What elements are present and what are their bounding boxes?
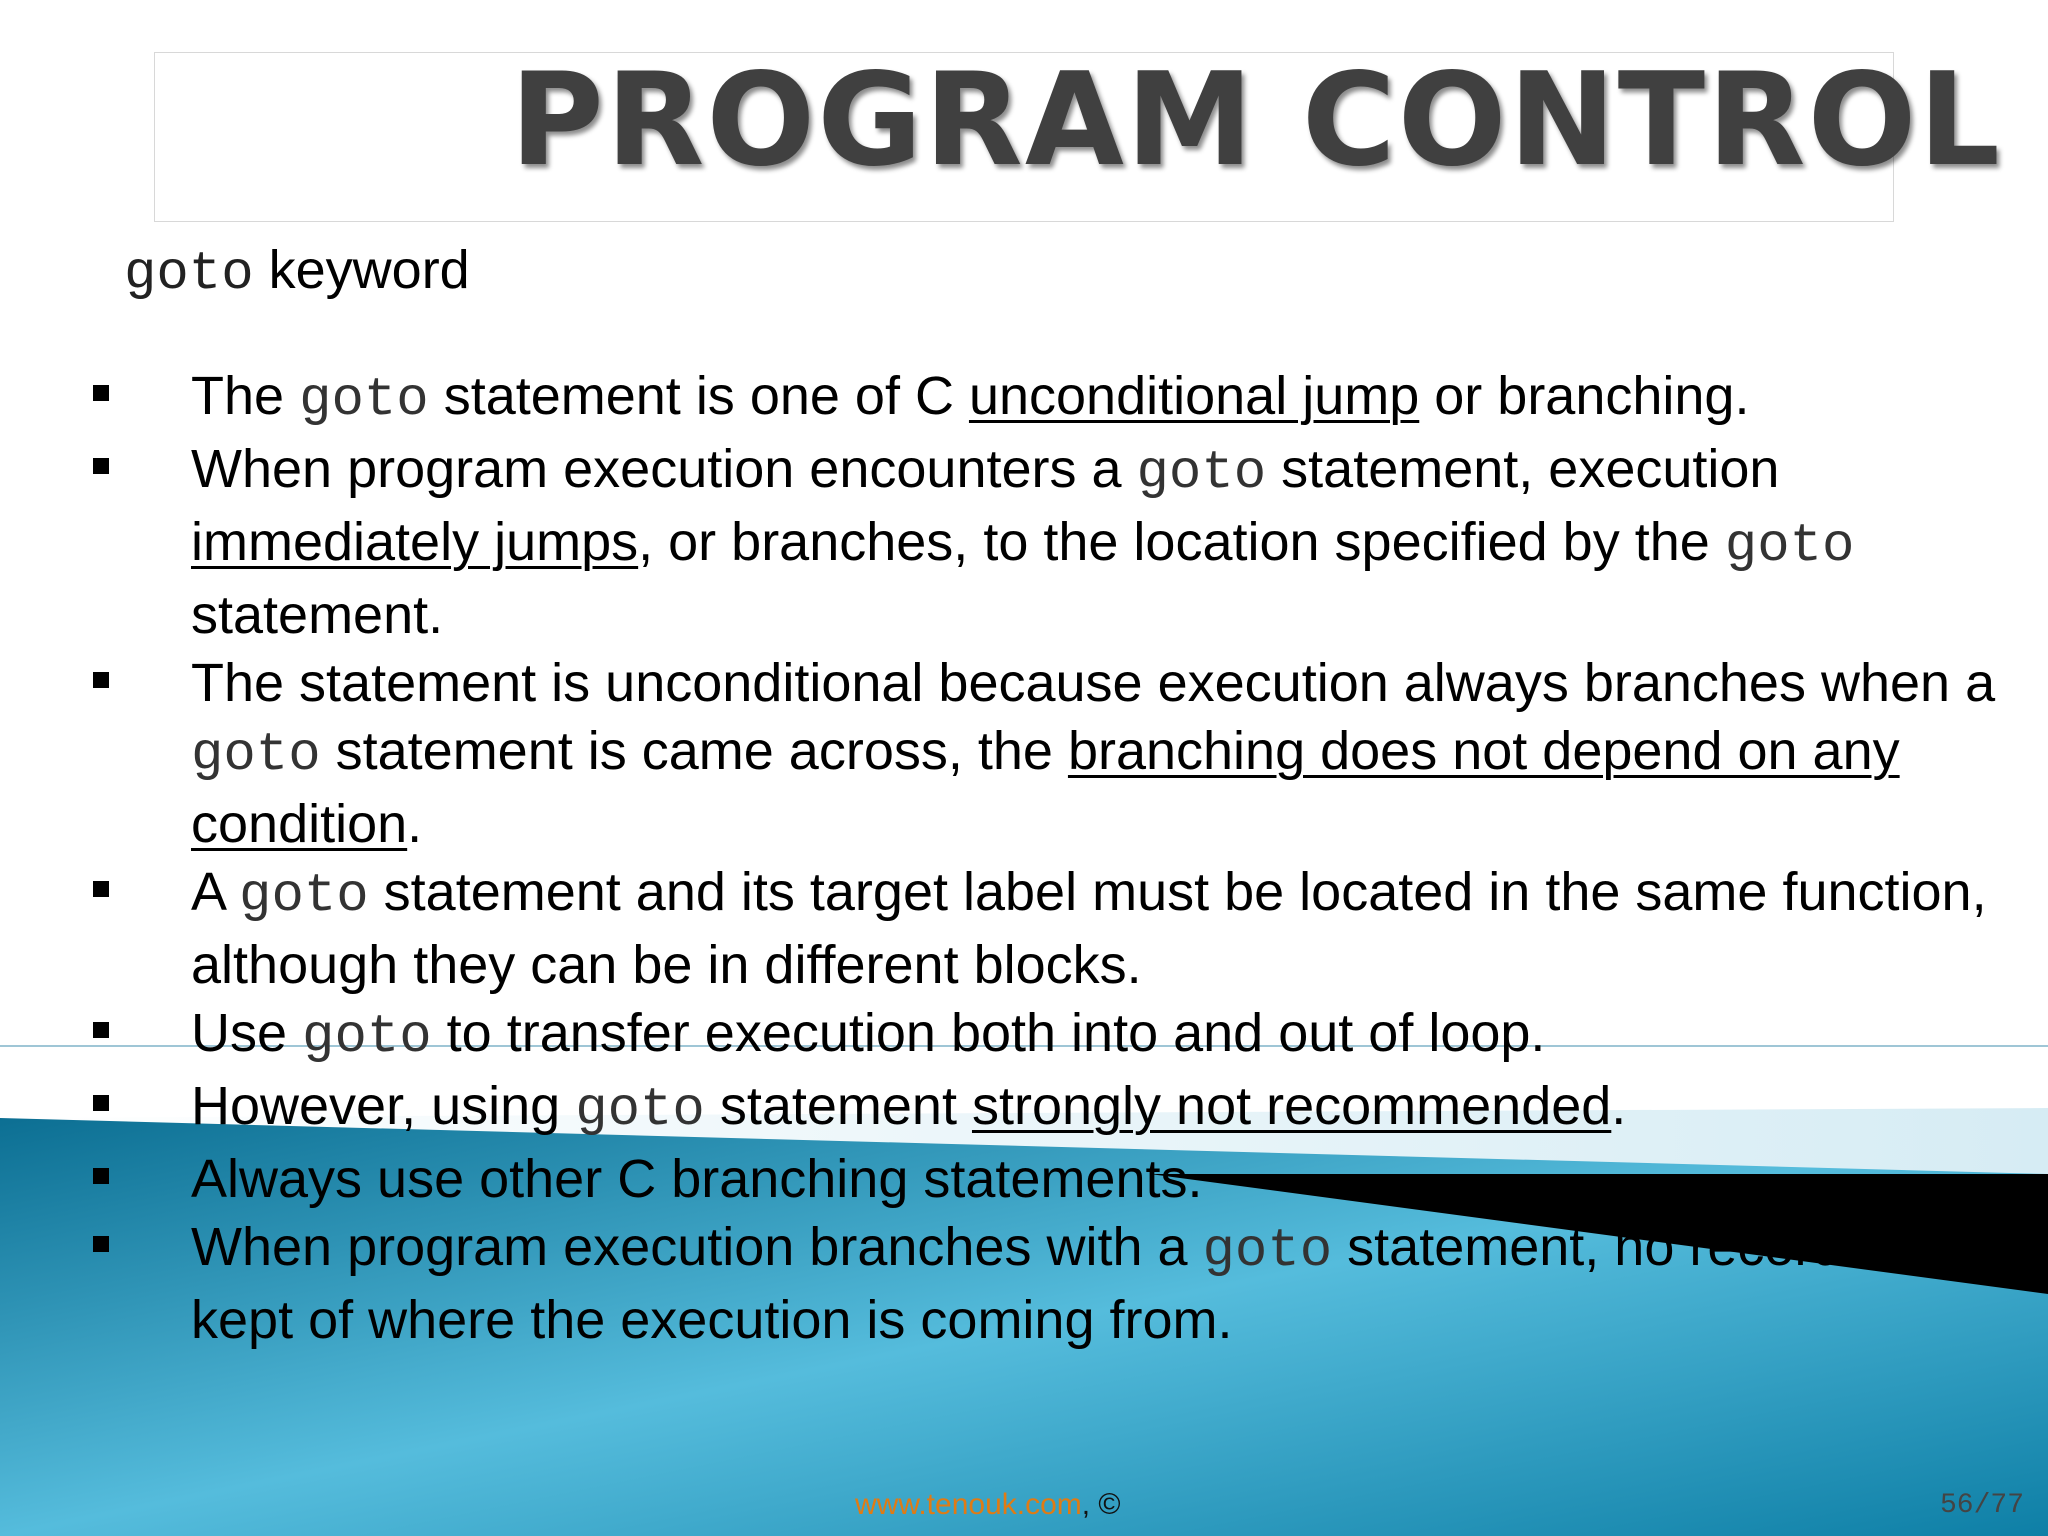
bullet-item: [0, 1145, 2000, 1213]
bullet-item: [0, 1213, 2000, 1354]
footer-site-link[interactable]: www.tenouk.com: [855, 1488, 1082, 1521]
bullet-text: statement is came across, the: [320, 721, 1068, 781]
bullet-text: or branching.: [1419, 366, 1750, 426]
bullet-text: However, using: [191, 1076, 576, 1136]
code-keyword: goto: [299, 370, 429, 431]
emphasis-text: immediately jumps: [191, 512, 639, 572]
code-keyword: goto: [1202, 1221, 1333, 1282]
bullet-item: [0, 858, 2000, 999]
section-heading: [124, 238, 470, 307]
bullet-marker-icon: [93, 881, 109, 897]
bullet-text: statement.: [191, 585, 444, 645]
slide-title: PROGRAM CONTROL: [510, 46, 2002, 195]
bullet-text: The: [191, 366, 300, 426]
bullet-text: statement, no record is kept of where the execution is coming from.: [191, 1217, 1897, 1350]
bullet-text: The statement is unconditional because execution always branches when a: [191, 653, 1996, 713]
emphasis-text: branching does not depend on any condition: [191, 721, 1900, 854]
bullet-text: Always use other C branching statements.: [191, 1149, 1203, 1209]
bullet-marker-icon: [93, 458, 109, 474]
page-number: 56/77: [1939, 1490, 2024, 1521]
bullet-item: [0, 1072, 2000, 1145]
bullet-marker-icon: [93, 385, 109, 401]
footer-copyright: , ©: [1081, 1488, 1121, 1521]
code-keyword: goto: [1724, 516, 1855, 577]
bullet-item: [0, 649, 2000, 858]
bullet-text: A: [191, 862, 240, 922]
code-keyword: goto: [575, 1080, 705, 1141]
code-keyword: goto: [302, 1007, 432, 1068]
bullet-list: [0, 362, 2000, 1354]
code-keyword: goto: [191, 725, 321, 786]
bullet-text: statement is one of C: [428, 366, 969, 426]
emphasis-text: unconditional jump: [968, 366, 1420, 426]
code-keyword: goto: [1136, 443, 1267, 504]
bullet-text: Use: [191, 1003, 303, 1063]
bullet-text: When program execution branches with a: [191, 1217, 1203, 1277]
bullet-marker-icon: [93, 1236, 109, 1252]
bullet-marker-icon: [93, 1095, 109, 1111]
footer: [855, 1488, 1121, 1522]
bullet-marker-icon: [93, 1022, 109, 1038]
heading-code: goto: [124, 244, 254, 305]
bullet-text: to transfer execution both into and out of loop.: [431, 1003, 1546, 1063]
bullet-text: , or branches, to the location specified by the: [638, 512, 1725, 572]
bullet-item: [0, 999, 2000, 1072]
bullet-marker-icon: [93, 672, 109, 688]
bullet-text: statement: [704, 1076, 972, 1136]
bullet-item: [0, 362, 2000, 435]
bullet-text: When program execution encounters a: [191, 439, 1137, 499]
bullet-text: statement and its target label must be located in the same function, although they can be in different blocks.: [191, 862, 1987, 995]
bullet-text: .: [1611, 1076, 1627, 1136]
code-keyword: goto: [239, 866, 369, 927]
bullet-text: statement, execution: [1266, 439, 1780, 499]
heading-text: keyword: [268, 240, 470, 300]
bullet-item: [0, 435, 2000, 649]
emphasis-text: strongly not recommended: [971, 1076, 1612, 1136]
bullet-text: .: [407, 794, 423, 854]
bullet-marker-icon: [93, 1168, 109, 1184]
